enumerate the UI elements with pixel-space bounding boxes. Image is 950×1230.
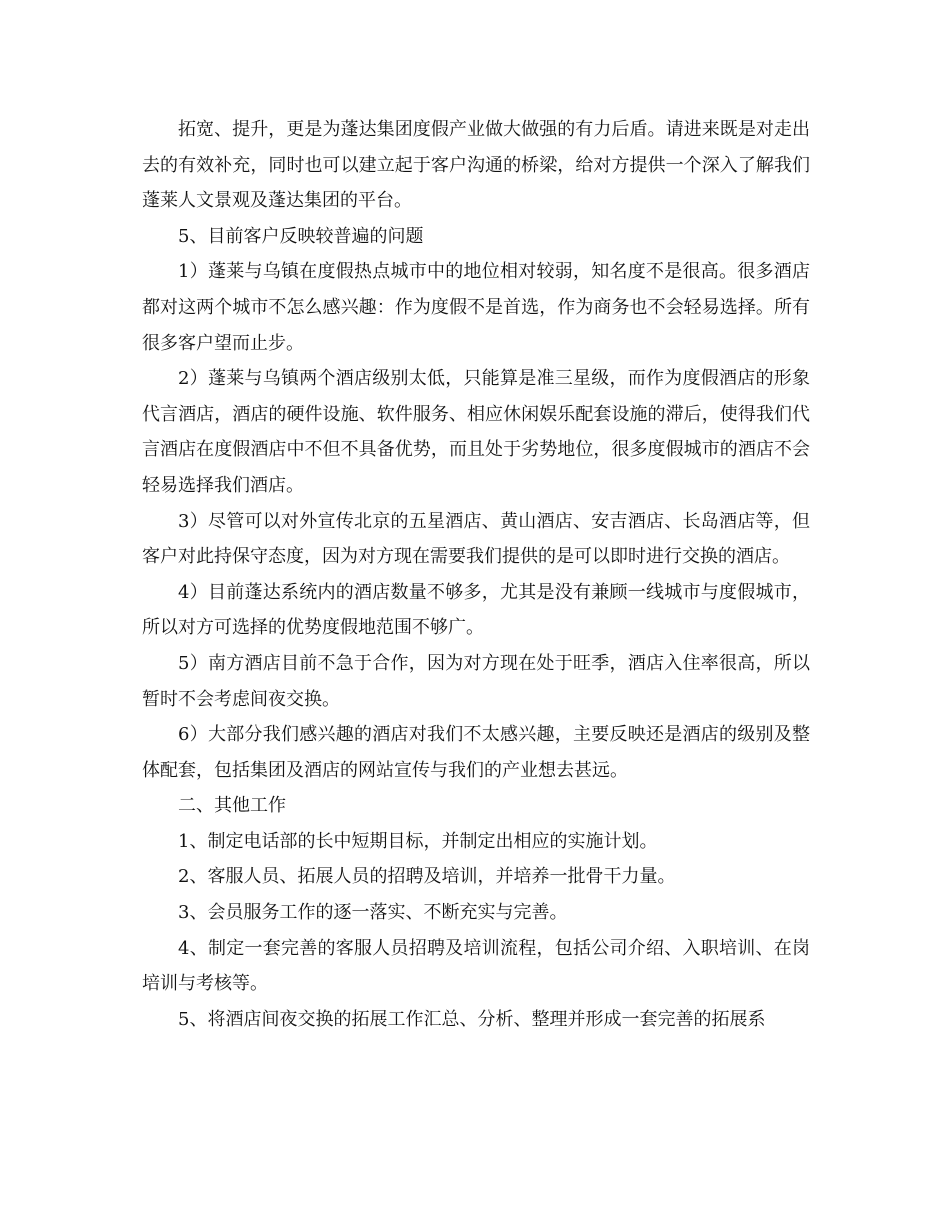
document-body bbox=[142, 112, 810, 1037]
list-item: 1）蓬莱与乌镇在度假热点城市中的地位相对较弱，知名度不是很高。很多酒店都对这两个城市不怎么感兴趣：作为度假不是首选，作为商务也不会轻易选择。所有很多客户望而止步。 bbox=[142, 261, 810, 354]
list-item: 4）目前蓬达系统内的酒店数量不够多，尤其是没有兼顾一线城市与度假城市，所以对方可选择的优势度假地范围不够广。 bbox=[142, 581, 810, 639]
list-item: 6）大部分我们感兴趣的酒店对我们不太感兴趣，主要反映还是酒店的级别及整体配套，包括集团及酒店的网站宣传与我们的产业想去甚远。 bbox=[142, 724, 810, 781]
section-heading: 5、目前客户反映较普遍的问题 bbox=[178, 225, 424, 247]
list-item: 2、客服人员、拓展人员的招聘及培训，并培养一批骨干力量。 bbox=[178, 866, 676, 888]
list-item: 3）尽管可以对外宣传北京的五星酒店、黄山酒店、安吉酒店、长岛酒店等，但客户对此持保守态度，因为对方现在需要我们提供的是可以即时进行交换的酒店。 bbox=[142, 510, 810, 568]
list-item: 5、将酒店间夜交换的拓展工作汇总、分析、整理并形成一套完善的拓展系 bbox=[178, 1008, 766, 1030]
list-item: 5）南方酒店目前不急于合作，因为对方现在处于旺季，酒店入住率很高，所以暂时不会考虑间夜交换。 bbox=[142, 652, 810, 710]
list-item: 4、制定一套完善的客服人员招聘及培训流程，包括公司介绍、入职培训、在岗培训与考核等。 bbox=[142, 937, 810, 995]
list-item: 1、制定电话部的长中短期目标，并制定出相应的实施计划。 bbox=[178, 830, 658, 852]
list-item: 3、会员服务工作的逐一落实、不断充实与完善。 bbox=[178, 902, 568, 924]
paragraph: 拓宽、提升，更是为蓬达集团度假产业做大做强的有力后盾。请进来既是对走出去的有效补充，同时也可以建立起于客户沟通的桥梁，给对方提供一个深入了解我们蓬莱人文景观及蓬达集团的平台。 bbox=[142, 119, 810, 212]
list-item: 2）蓬莱与乌镇两个酒店级别太低，只能算是准三星级，而作为度假酒店的形象代言酒店，酒店的硬件设施、软件服务、相应休闲娱乐配套设施的滞后，使得我们代言酒店在度假酒店中不但不具备优势，而且处于劣势地位，很多度假城市的酒店不会轻易选择我们酒店。 bbox=[142, 368, 810, 496]
section-heading: 二、其他工作 bbox=[178, 795, 286, 817]
